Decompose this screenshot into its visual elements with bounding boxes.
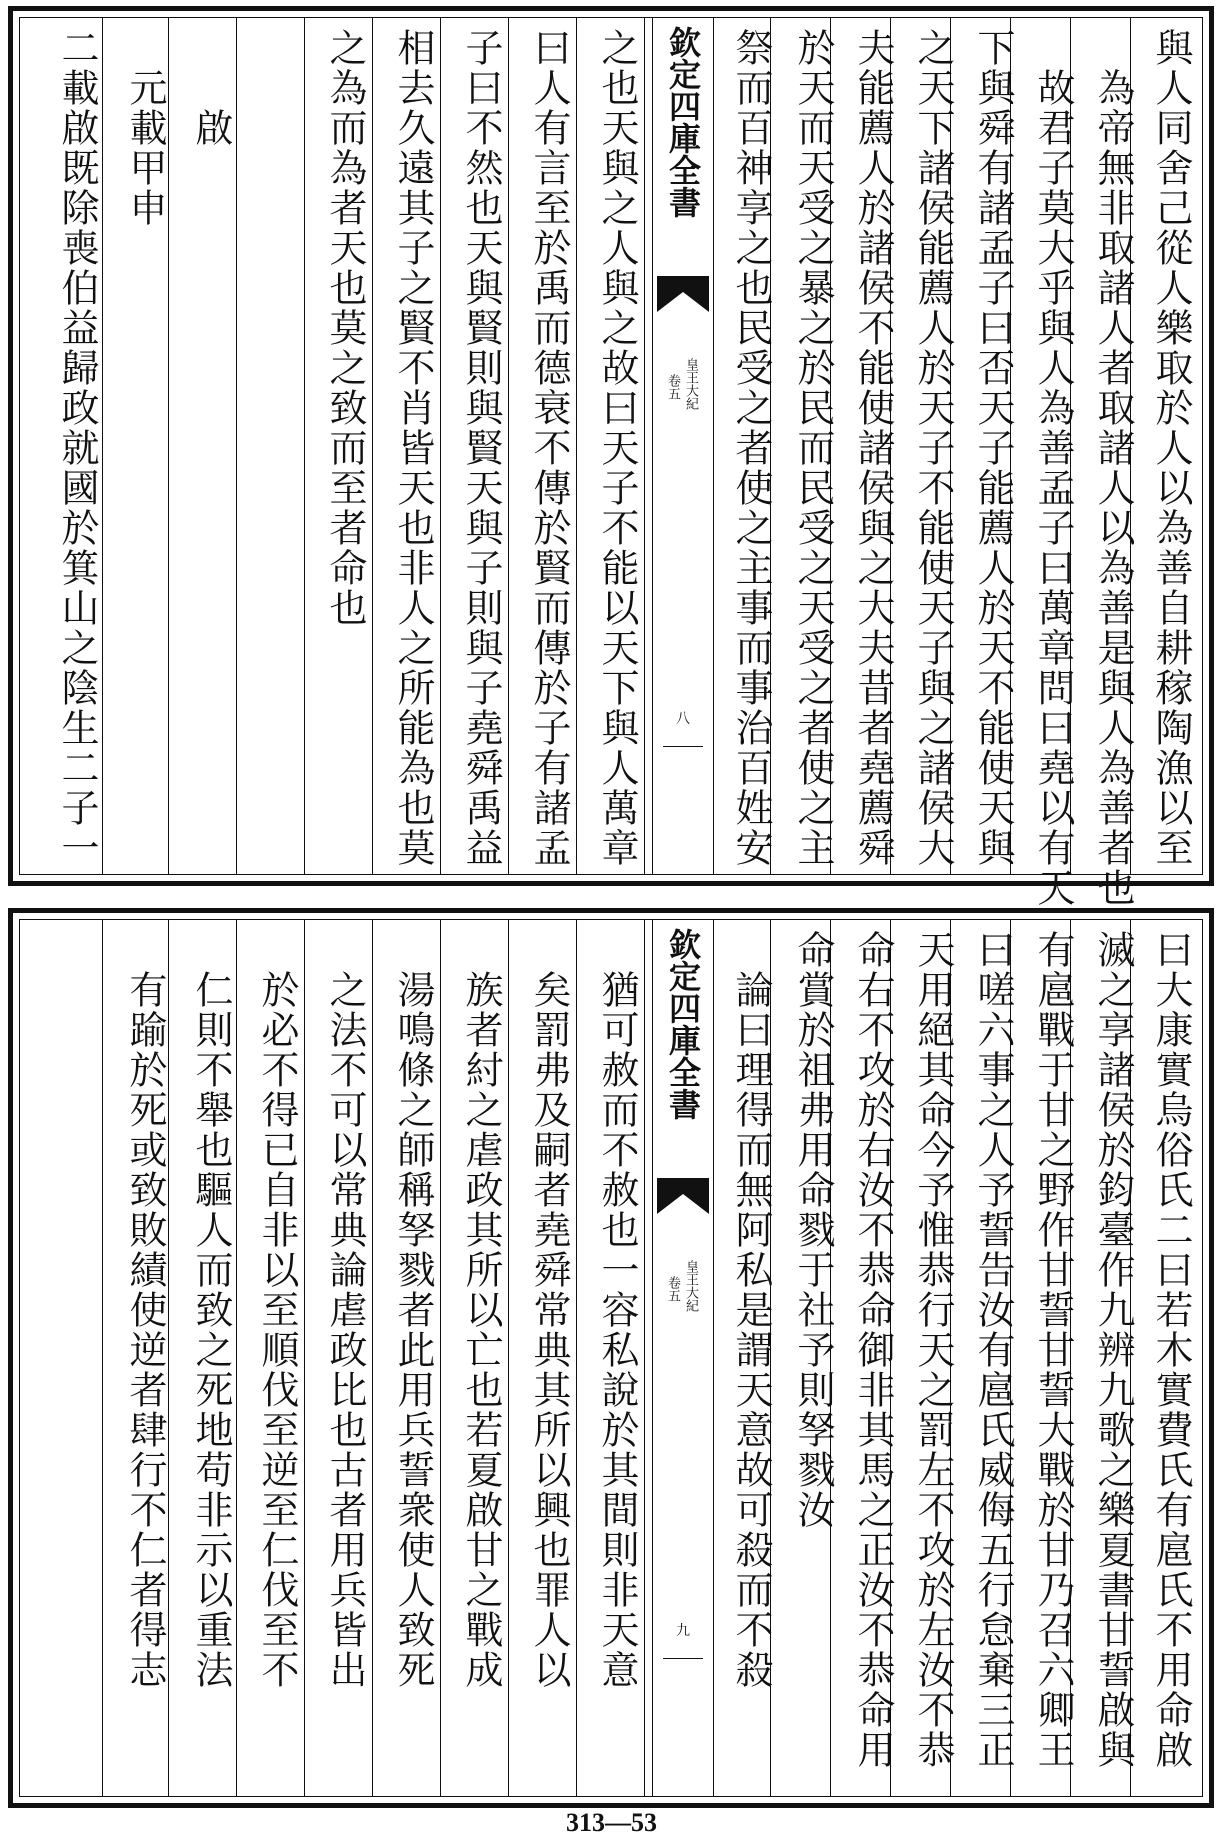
center-band: [652, 920, 714, 1796]
text-column: 命賞於祖弗用命戮于社予則孥戮汝: [791, 930, 835, 1530]
text-column: 滅之享諸侯於鈞臺作九辨九歌之樂夏書甘誓啟與: [1091, 930, 1135, 1770]
column-rule: [102, 920, 103, 1796]
top-page-inner-border: [19, 17, 1203, 908]
column-rule: [304, 18, 305, 874]
fishtail-mark-icon: [657, 276, 709, 312]
text-column: 之天下諸侯能薦人於天子不能使天子與之諸侯大: [911, 28, 955, 868]
page-number: 313—53: [566, 1808, 657, 1837]
year-heading: 元載甲申: [123, 68, 167, 228]
text-column: 下與舜有諸孟子曰否天子能薦人於天不能使天與: [971, 28, 1015, 868]
band-rule: [663, 1658, 703, 1659]
commentary-column: 猶可赦而不赦也一容私說於其間則非天意: [595, 970, 639, 1690]
text-column: 天用絕其命今予惟恭行天之罰左不攻於左汝不恭: [911, 930, 955, 1770]
text-column: 子曰不然也天與賢則與賢天與子則與子堯舜禹益: [459, 28, 503, 868]
text-column: 故君子莫大乎與人為善孟子曰萬章問曰堯以有天: [1031, 68, 1075, 908]
bottom-page-inner-border: [19, 919, 1203, 1797]
commentary-column: 於必不得已自非以至順伐至逆至仁伐至不: [255, 970, 299, 1690]
text-column: 祭而百神享之也民受之者使之主事而事治百姓安: [729, 28, 773, 868]
commentary-column: 之法不可以常典論虐政比也古者用兵皆出: [323, 970, 367, 1690]
commentary-column: 論曰理得而無阿私是謂天意故可殺而不殺: [729, 970, 773, 1690]
text-column: 曰人有言至於禹而德衰不傳於賢而傳於子有諸孟: [527, 28, 571, 868]
ruler-name-heading: 啟: [189, 108, 233, 148]
folio-number: 九: [676, 1623, 690, 1639]
center-band: [652, 18, 714, 874]
text-column: 夫能薦人於諸侯不能使諸侯與之大夫昔者堯薦舜: [851, 28, 895, 868]
folio-number: 八: [676, 711, 690, 727]
commentary-column: 仁則不舉也驅人而致之死地苟非示以重法: [189, 970, 233, 1690]
text-column: 相去久遠其子之賢不肖皆天也非人之所能為也莫: [391, 28, 435, 868]
band-title: 欽定四庫全書: [664, 26, 702, 218]
fishtail-mark-icon: [657, 1178, 709, 1214]
text-column: 有扈戰于甘之野作甘誓甘誓大戰於甘乃召六卿王: [1031, 930, 1075, 1770]
band-subtitle: 皇王大紀: [683, 358, 698, 410]
band-title: 欽定四庫全書: [664, 928, 702, 1120]
commentary-column: 矣罰弗及嗣者堯舜常典其所以興也罪人以: [527, 970, 571, 1690]
text-column: 為帝無非取諸人者取諸人以為善是與人為善者也: [1091, 68, 1135, 908]
commentary-column: 有踰於死或致敗績使逆者肆行不仁者得志: [123, 970, 167, 1690]
text-column: 之為而為者天也莫之致而至者命也: [323, 28, 367, 628]
text-column: 命右不攻於右汝不恭命御非其馬之正汝不恭命用: [851, 930, 895, 1770]
text-column: 之也天與之人與之故曰天子不能以天下與人萬章: [595, 28, 639, 868]
band-rule: [663, 746, 703, 747]
commentary-column: 族者紂之虐政其所以亡也若夏啟甘之戰成: [459, 970, 503, 1690]
text-column: 曰嗟六事之人予誓告汝有扈氏威侮五行怠棄三正: [971, 930, 1015, 1770]
bottom-page-frame: [8, 908, 1214, 1808]
band-volume: 卷五: [665, 374, 680, 400]
top-page-frame: [8, 6, 1214, 908]
text-column: 曰大康實烏俗氏二曰若木實費氏有扈氏不用命啟: [1149, 930, 1193, 1770]
text-column: 與人同舍己從人樂取於人以為善自耕稼陶漁以至: [1149, 28, 1193, 868]
commentary-column: 湯鳴條之師稱孥戮者此用兵誓衆使人致死: [391, 970, 435, 1690]
text-column: 於天而天受之暴之於民而民受之天受之者使之主: [791, 28, 835, 868]
band-volume: 卷五: [665, 1276, 680, 1302]
text-column: 二載啟既除喪伯益歸政就國於箕山之陰生二子一: [55, 28, 99, 868]
band-subtitle: 皇王大紀: [683, 1260, 698, 1312]
